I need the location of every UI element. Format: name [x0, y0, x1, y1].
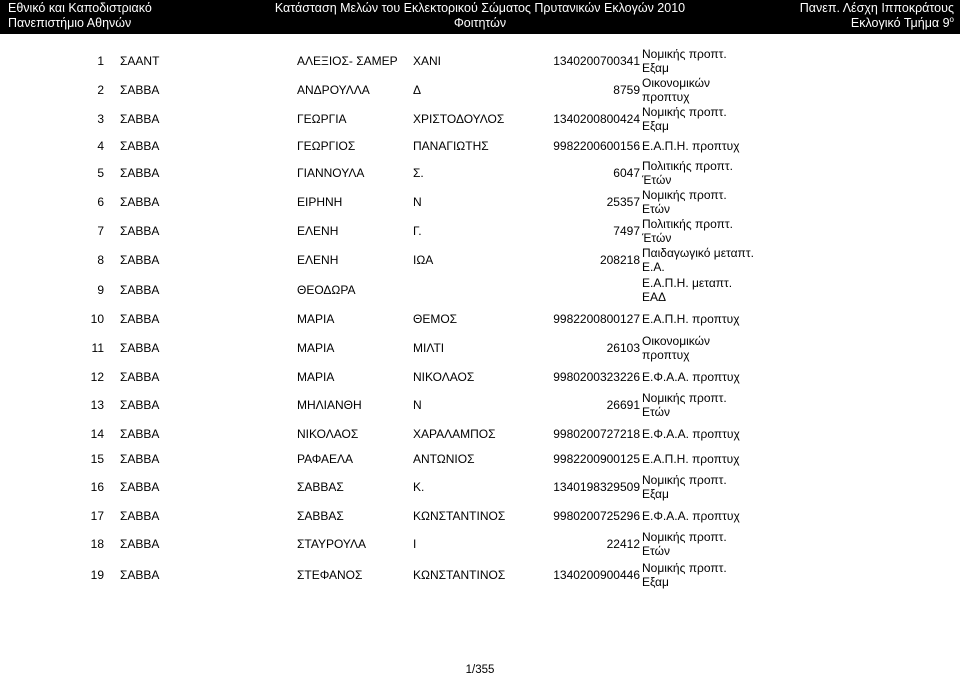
first-name: ΜΑΡΙΑ — [297, 341, 335, 355]
student-id: 9980200727218 — [553, 427, 640, 441]
table-row — [0, 104, 960, 133]
last-name: ΣΑΒΒΑ — [120, 224, 160, 238]
table-row — [0, 503, 960, 528]
father-name: ΠΑΝΑΓΙΩΤΗΣ — [413, 139, 489, 153]
row-number: 9 — [97, 283, 104, 297]
student-id: 9982200600156 — [553, 139, 640, 153]
department — [642, 530, 727, 558]
table-row — [0, 75, 960, 104]
row-number: 5 — [97, 166, 104, 180]
table-row — [0, 331, 960, 364]
row-number: 17 — [90, 509, 104, 523]
student-id: 208218 — [599, 253, 640, 267]
polling-section-ordinal: ο — [949, 15, 954, 24]
father-name: ΑΝΤΩΝΙΟΣ — [413, 452, 475, 466]
student-id: 1340198329509 — [553, 480, 640, 494]
father-name: Γ. — [413, 224, 422, 238]
department-line1: Ε.Α.Π.Η. προπτυχ — [642, 452, 740, 466]
last-name: ΣΑΒΒΑ — [120, 195, 160, 209]
department — [642, 391, 727, 419]
student-id: 9982200800127 — [553, 312, 640, 326]
department — [642, 246, 754, 274]
father-name: Ν — [413, 195, 422, 209]
table-row — [0, 158, 960, 187]
department-line2: Έτών — [642, 173, 672, 187]
last-name: ΣΑΒΒΑ — [120, 568, 160, 582]
table-row — [0, 528, 960, 560]
polling-section-label: Εκλογικό Τμήμα 9 — [850, 16, 950, 30]
row-number: 15 — [90, 452, 104, 466]
page-header — [0, 0, 960, 34]
first-name: ΜΑΡΙΑ — [297, 370, 335, 384]
department-line1: Παιδαγωγικό μεταπτ. — [642, 246, 754, 260]
department-line1: Ε.Φ.Α.Α. προπτυχ — [642, 509, 740, 523]
last-name: ΣΑΒΒΑ — [120, 509, 160, 523]
first-name: ΣΑΒΒΑΣ — [297, 509, 344, 523]
first-name: ΣΤΕΦΑΝΟΣ — [297, 568, 363, 582]
department-line1: Νομικής προπτ. — [642, 561, 727, 575]
table-row — [0, 216, 960, 245]
voter-list — [0, 46, 960, 589]
father-name: ΙΩΑ — [413, 253, 434, 267]
first-name: ΑΛΕΞΙΟΣ- ΣΑΜΕΡ — [297, 54, 398, 68]
father-name: ΧΑΝΙ — [413, 54, 442, 68]
department — [642, 473, 727, 501]
father-name: Ι — [413, 537, 417, 551]
department — [642, 159, 733, 187]
father-name: Δ — [413, 83, 422, 97]
last-name: ΣΑΒΒΑ — [120, 283, 160, 297]
row-number: 10 — [90, 312, 104, 326]
first-name: ΕΛΕΝΗ — [297, 253, 339, 267]
father-name: ΧΑΡΑΛΑΜΠΟΣ — [413, 427, 496, 441]
first-name: ΝΙΚΟΛΑΟΣ — [297, 427, 359, 441]
department — [642, 334, 710, 362]
first-name: ΕΙΡΗΝΗ — [297, 195, 343, 209]
row-number: 19 — [90, 568, 104, 582]
department — [642, 452, 740, 466]
department-line1: Ε.Φ.Α.Α. προπτυχ — [642, 427, 740, 441]
last-name: ΣΑΒΒΑ — [120, 312, 160, 326]
row-number: 2 — [97, 83, 104, 97]
table-row — [0, 421, 960, 446]
student-id: 26691 — [606, 398, 640, 412]
student-id: 9982200900125 — [553, 452, 640, 466]
department — [642, 509, 740, 523]
department-line2: Ετών — [642, 202, 670, 216]
department-line1: Ε.Φ.Α.Α. προπτυχ — [642, 370, 740, 384]
department-line2: Εξαμ — [642, 575, 669, 589]
page-number: 1/355 — [465, 664, 495, 676]
last-name: ΣΑΑΝΤ — [120, 54, 160, 68]
department-line2: Ε.Α. — [642, 260, 665, 274]
father-name: ΜΙΛΤΙ — [413, 341, 445, 355]
table-row — [0, 560, 960, 589]
first-name: ΜΗΛΙΑΝΘΗ — [297, 398, 362, 412]
department — [642, 76, 710, 104]
department — [642, 427, 740, 441]
department-line2: προπτυχ — [642, 348, 690, 362]
father-name: Σ. — [413, 166, 424, 180]
table-row — [0, 187, 960, 216]
student-id: 1340200700341 — [553, 54, 640, 68]
table-row — [0, 364, 960, 389]
document-title — [200, 1, 760, 31]
first-name: ΣΑΒΒΑΣ — [297, 480, 344, 494]
department-line1: Νομικής προπτ. — [642, 188, 727, 202]
student-id: 6047 — [613, 166, 640, 180]
last-name: ΣΑΒΒΑ — [120, 452, 160, 466]
department-line2: προπτυχ — [642, 90, 690, 104]
department-line2: Έτών — [642, 231, 672, 245]
department — [642, 188, 727, 216]
department — [642, 47, 727, 75]
department — [642, 105, 727, 133]
department — [642, 561, 727, 589]
student-id: 22412 — [606, 537, 640, 551]
department-line1: Νομικής προπτ. — [642, 473, 727, 487]
university-name — [8, 1, 152, 31]
row-number: 13 — [90, 398, 104, 412]
department-line1: Νομικής προπτ. — [642, 530, 727, 544]
department-line2: ΕΑΔ — [642, 290, 667, 304]
department-line1: Πολιτικής προπτ. — [642, 159, 733, 173]
father-name: ΚΩΝΣΤΑΝΤΙΝΟΣ — [413, 509, 506, 523]
department — [642, 370, 740, 384]
department-line1: Πολιτικής προπτ. — [642, 217, 733, 231]
row-number: 1 — [97, 54, 104, 68]
table-row — [0, 133, 960, 158]
department — [642, 217, 733, 245]
last-name: ΣΑΒΒΑ — [120, 398, 160, 412]
table-row — [0, 306, 960, 331]
row-number: 3 — [97, 112, 104, 126]
father-name: ΚΩΝΣΤΑΝΤΙΝΟΣ — [413, 568, 506, 582]
student-id: 26103 — [606, 341, 640, 355]
first-name: ΕΛΕΝΗ — [297, 224, 339, 238]
father-name: Ν — [413, 398, 422, 412]
department-line2: Ετών — [642, 405, 670, 419]
first-name: ΓΕΩΡΓΙΑ — [297, 112, 347, 126]
department — [642, 139, 740, 153]
polling-station-line1: Πανεπ. Λέσχη Ιπποκράτους — [799, 1, 954, 15]
father-name: ΧΡΙΣΤΟΔΟΥΛΟΣ — [413, 112, 505, 126]
student-id: 8759 — [613, 83, 640, 97]
university-name-line2: Πανεπιστήμιο Αθηνών — [8, 16, 132, 30]
first-name: ΜΑΡΙΑ — [297, 312, 335, 326]
student-id: 9980200323226 — [553, 370, 640, 384]
department-line1: Οικονομικών — [642, 334, 711, 348]
student-id: 7497 — [613, 224, 640, 238]
row-number: 6 — [97, 195, 104, 209]
last-name: ΣΑΒΒΑ — [120, 480, 160, 494]
table-row — [0, 471, 960, 503]
first-name: ΓΙΑΝΝΟΥΛΑ — [297, 166, 365, 180]
department-line1: Ε.Α.Π.Η. προπτυχ — [642, 139, 740, 153]
row-number: 14 — [90, 427, 104, 441]
student-id: 25357 — [606, 195, 640, 209]
department-line2: Εξαμ — [642, 61, 669, 75]
last-name: ΣΑΒΒΑ — [120, 427, 160, 441]
department — [642, 312, 740, 326]
polling-station-line2 — [800, 16, 954, 31]
father-name: ΘΕΜΟΣ — [413, 312, 458, 326]
department-line2: Εξαμ — [642, 119, 669, 133]
row-number: 18 — [90, 537, 104, 551]
father-name: ΝΙΚΟΛΑΟΣ — [413, 370, 475, 384]
department-line1: Ε.Α.Π.Η. μεταπτ. — [642, 276, 733, 290]
row-number: 12 — [90, 370, 104, 384]
document-title-line2: Φοιτητών — [453, 16, 507, 30]
student-id: 1340200900446 — [553, 568, 640, 582]
last-name: ΣΑΒΒΑ — [120, 112, 160, 126]
polling-station — [800, 1, 954, 31]
table-row — [0, 274, 960, 306]
department-line2: Ετών — [642, 544, 670, 558]
table-row — [0, 245, 960, 274]
first-name: ΡΑΦΑΕΛΑ — [297, 452, 354, 466]
last-name: ΣΑΒΒΑ — [120, 341, 160, 355]
department-line2: Εξαμ — [642, 487, 669, 501]
row-number: 11 — [91, 341, 104, 355]
row-number: 8 — [97, 253, 104, 267]
last-name: ΣΑΒΒΑ — [120, 253, 160, 267]
table-row — [0, 446, 960, 471]
department-line1: Νομικής προπτ. — [642, 47, 727, 61]
department-line1: Ε.Α.Π.Η. προπτυχ — [642, 312, 740, 326]
department-line1: Νομικής προπτ. — [642, 391, 727, 405]
last-name: ΣΑΒΒΑ — [120, 139, 160, 153]
department-line1: Νομικής προπτ. — [642, 105, 727, 119]
last-name: ΣΑΒΒΑ — [120, 537, 160, 551]
department-line1: Οικονομικών — [642, 76, 711, 90]
last-name: ΣΑΒΒΑ — [120, 83, 160, 97]
last-name: ΣΑΒΒΑ — [120, 166, 160, 180]
table-row — [0, 46, 960, 75]
first-name: ΓΕΩΡΓΙΟΣ — [297, 139, 356, 153]
first-name: ΘΕΟΔΩΡΑ — [297, 283, 356, 297]
row-number: 16 — [90, 480, 104, 494]
student-id: 1340200800424 — [553, 112, 640, 126]
father-name: Κ. — [413, 480, 425, 494]
university-name-line1: Εθνικό και Καποδιστριακό — [8, 1, 152, 15]
first-name: ΑΝΔΡΟΥΛΛΑ — [297, 83, 370, 97]
last-name: ΣΑΒΒΑ — [120, 370, 160, 384]
document-title-line1: Κατάσταση Μελών του Εκλεκτορικού Σώματος Πρυτανικών Εκλογών 2010 — [274, 1, 686, 15]
table-row — [0, 389, 960, 421]
first-name: ΣΤΑΥΡΟΥΛΑ — [297, 537, 367, 551]
department — [642, 276, 732, 304]
row-number: 7 — [97, 224, 104, 238]
row-number: 4 — [97, 139, 104, 153]
student-id: 9980200725296 — [553, 509, 640, 523]
